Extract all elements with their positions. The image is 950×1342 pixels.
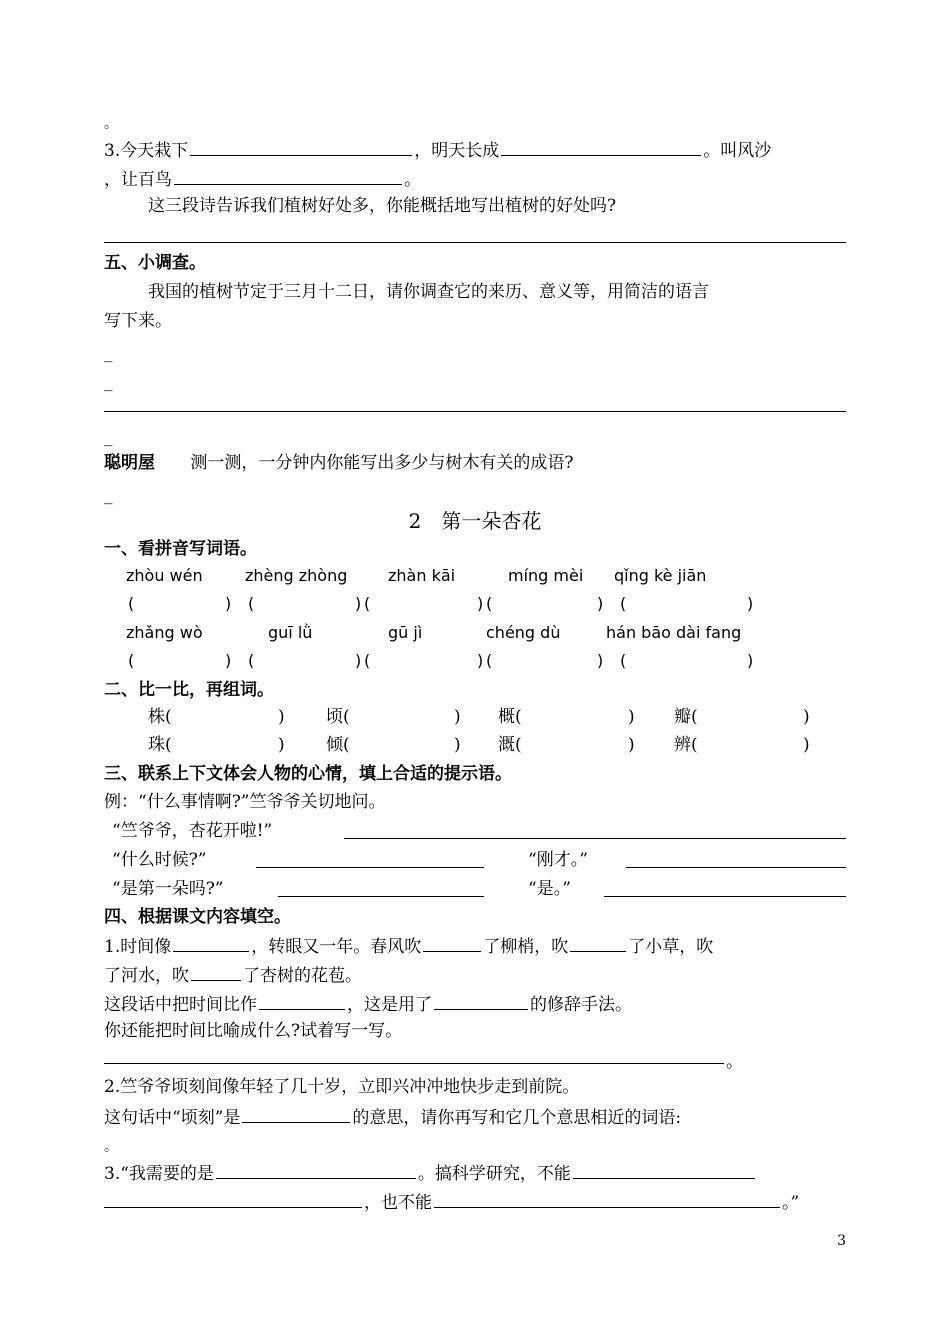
s3-line1: “竺爷爷，杏花开啦!” bbox=[112, 821, 273, 841]
s3-line3a: “是第一朵吗?” bbox=[112, 879, 224, 899]
dash-mark: _ bbox=[104, 372, 113, 392]
period: 。 bbox=[726, 1052, 743, 1072]
char-item: 顷( bbox=[326, 707, 350, 727]
s3-line3b: “是。” bbox=[528, 879, 571, 899]
answer-blank[interactable] bbox=[173, 933, 249, 952]
answer-blank[interactable] bbox=[501, 137, 701, 156]
s3-title: 三、联系上下文体会人物的心情，填上合适的提示语。 bbox=[104, 764, 512, 784]
s1-title: 一、看拼音写词语。 bbox=[104, 539, 257, 559]
smart-house bbox=[104, 451, 846, 475]
answer-blank[interactable] bbox=[216, 1160, 416, 1179]
s3-example: 例：“什么事情啊?”竺爷爷关切地问。 bbox=[104, 792, 386, 812]
answer-blank[interactable] bbox=[190, 137, 412, 156]
paren: ( bbox=[128, 594, 135, 613]
s4-p3-line1: 3.“我需要的是 。搞科学研究，不能 bbox=[104, 1160, 846, 1184]
dash-mark: _ bbox=[104, 427, 113, 447]
answer-line[interactable] bbox=[104, 1063, 724, 1064]
pinyin: gū jì bbox=[388, 623, 423, 642]
paren: ( bbox=[486, 594, 493, 613]
answer-blank[interactable] bbox=[191, 962, 241, 981]
paren: ( bbox=[128, 651, 135, 670]
paren: ) bbox=[454, 707, 461, 727]
char-item: 概( bbox=[498, 707, 522, 727]
paren: ) bbox=[747, 651, 754, 670]
char-item: 珠( bbox=[148, 735, 172, 755]
pinyin: qǐng kè jiān bbox=[614, 566, 707, 585]
pinyin: chéng dù bbox=[486, 623, 561, 642]
s4-p1-line1: 1.时间像 ，转眼又一年。春风吹 了柳梢，吹 了小草，吹 bbox=[104, 933, 846, 957]
poem-q3-line2: ，让百鸟 。 bbox=[104, 166, 846, 190]
paren: ) bbox=[597, 594, 604, 613]
answer-blank[interactable] bbox=[256, 853, 484, 868]
s4-title: 四、根据课文内容填空。 bbox=[104, 907, 291, 927]
answer-blank[interactable] bbox=[626, 853, 846, 868]
char-item: 倾( bbox=[326, 735, 350, 755]
lesson-title: 2 第一朵杏花 bbox=[408, 509, 542, 533]
paren: ) bbox=[355, 651, 362, 670]
answer-blank[interactable] bbox=[604, 882, 846, 897]
char-item: 瓣( bbox=[674, 707, 698, 727]
s4-p1-line4: 你还能把时间比喻成什么?试着写一写。 bbox=[104, 1021, 403, 1041]
dash-mark: _ bbox=[104, 485, 113, 505]
paren: ( bbox=[364, 651, 371, 670]
answer-blank[interactable] bbox=[174, 166, 402, 185]
pinyin: zhǎng wò bbox=[126, 623, 203, 642]
paren: ) bbox=[278, 707, 285, 727]
section-5-text: 我国的植树节定于三月十二日，请你调查它的来历、意义等，用简洁的语言 bbox=[148, 282, 709, 302]
paren: ) bbox=[477, 651, 484, 670]
answer-line[interactable] bbox=[104, 411, 846, 412]
s3-line2a: “什么时候?” bbox=[112, 850, 207, 870]
paren: ) bbox=[628, 735, 635, 755]
s4-p1-line3: 这段话中把时间比作 ，这是用了 的修辞手法。 bbox=[104, 991, 846, 1015]
s4-p2-line1: 2.竺爷爷顷刻间像年轻了几十岁，立即兴冲冲地快步走到前院。 bbox=[104, 1077, 580, 1097]
pinyin: zhàn kāi bbox=[388, 566, 456, 585]
pinyin: zhèng zhòng bbox=[245, 566, 348, 585]
pinyin: zhòu wén bbox=[126, 566, 203, 585]
paren: ( bbox=[248, 594, 255, 613]
paren: ( bbox=[620, 594, 627, 613]
paren: ) bbox=[225, 651, 232, 670]
paren: ) bbox=[803, 707, 810, 727]
section-5-title: 五、小调查。 bbox=[104, 253, 206, 273]
paren: ( bbox=[364, 594, 371, 613]
answer-blank[interactable] bbox=[570, 933, 626, 952]
answer-blank[interactable] bbox=[278, 882, 484, 897]
section-5-text-cont: 写下来。 bbox=[104, 311, 172, 331]
paren: ) bbox=[225, 594, 232, 613]
smart-house-label: 聪明屋 bbox=[104, 453, 155, 473]
answer-blank[interactable] bbox=[344, 824, 846, 839]
poem-q3-line1: 3.今天栽下 ，明天长成 。叫风沙 bbox=[104, 137, 846, 161]
answer-blank[interactable] bbox=[573, 1160, 755, 1179]
s4-p1-line2: 了河水，吹 了杏树的花苞。 bbox=[104, 962, 846, 986]
answer-blank[interactable] bbox=[242, 1104, 350, 1123]
char-item: 株( bbox=[148, 707, 172, 727]
paren: ) bbox=[747, 594, 754, 613]
s4-p2-line2: 这句话中“顷刻”是 的意思，请你再写和它几个意思相近的词语: bbox=[104, 1104, 846, 1128]
paren: ( bbox=[620, 651, 627, 670]
answer-blank[interactable] bbox=[423, 933, 481, 952]
s2-title: 二、比一比，再组词。 bbox=[104, 680, 274, 700]
pinyin: hán bāo dài fang bbox=[606, 623, 742, 642]
paren: ( bbox=[486, 651, 493, 670]
answer-line[interactable] bbox=[104, 242, 846, 243]
dash-mark: _ bbox=[104, 343, 113, 363]
smart-house-text: 测一测，一分钟内你能写出多少与树木有关的成语? bbox=[190, 453, 574, 473]
paren: ) bbox=[454, 735, 461, 755]
char-item: 辨( bbox=[674, 735, 698, 755]
s4-p3-line2: ，也不能 。” bbox=[104, 1189, 846, 1213]
s3-line2b: “刚才。” bbox=[528, 850, 588, 870]
answer-blank[interactable] bbox=[259, 991, 345, 1010]
answer-blank[interactable] bbox=[434, 991, 528, 1010]
paren: ) bbox=[628, 707, 635, 727]
pinyin: guī lǜ bbox=[268, 623, 313, 642]
paren: ) bbox=[355, 594, 362, 613]
paren: ) bbox=[278, 735, 285, 755]
paren: ) bbox=[803, 735, 810, 755]
paren: ( bbox=[248, 651, 255, 670]
answer-blank[interactable] bbox=[104, 1189, 362, 1208]
summary-question: 这三段诗告诉我们植树好处多，你能概括地写出植树的好处吗? bbox=[148, 196, 617, 216]
top-fragment: 。 bbox=[104, 116, 118, 132]
answer-blank[interactable] bbox=[434, 1189, 780, 1208]
page-number: 3 bbox=[837, 1233, 846, 1249]
pinyin: míng mèi bbox=[508, 566, 584, 585]
char-item: 溉( bbox=[498, 735, 522, 755]
paren: ) bbox=[597, 651, 604, 670]
paren: ) bbox=[477, 594, 484, 613]
period: 。 bbox=[104, 1139, 118, 1155]
